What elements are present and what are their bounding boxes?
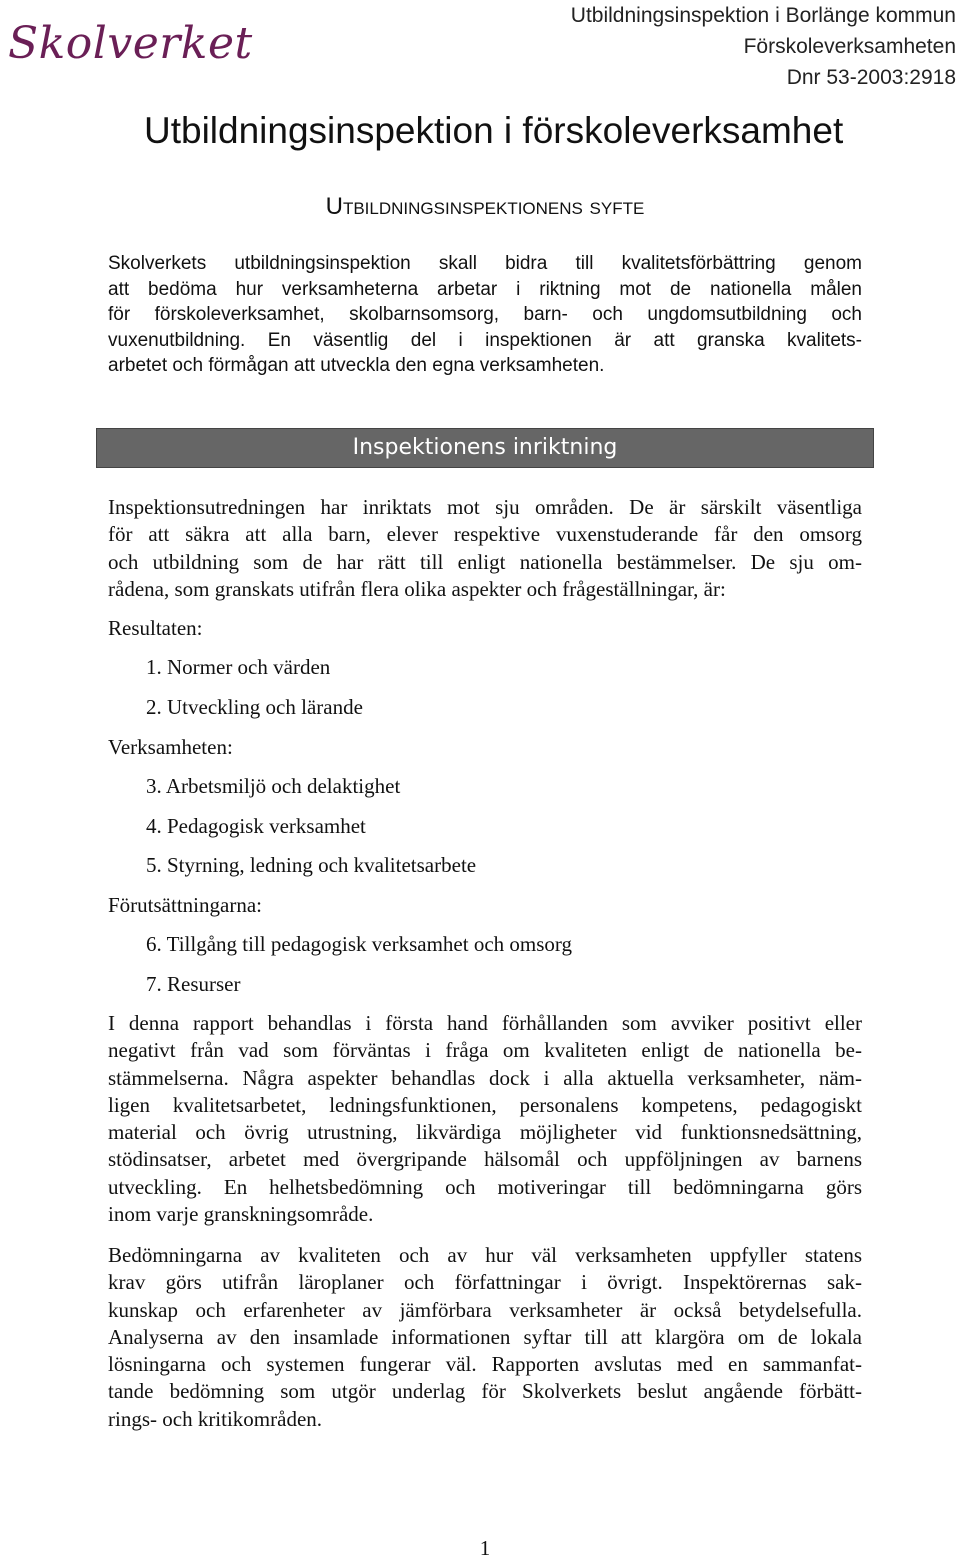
document-meta <box>571 0 956 93</box>
paragraph-line: lösningarna och systemen fungerar väl. Rapporten avslutas med en sammanfat- <box>108 1352 862 1377</box>
paragraph-line: Analyserna av den insamlade informationen syftar till att klargöra om de lokala <box>108 1324 862 1349</box>
section-banner: Inspektionens inriktning <box>96 428 874 468</box>
paragraph-line: material och övrig utrustning, likvärdiga möjligheter vid funktionsnedsättning, <box>108 1120 862 1145</box>
skolverket-logo: Skolverket <box>8 18 253 69</box>
section-title: Utbildningsinspektionens syfte <box>325 193 645 220</box>
assessment-paragraph <box>108 1242 862 1433</box>
meta-line-reference: Dnr 53-2003:2918 <box>786 66 956 89</box>
paragraph-line: I denna rapport behandlas i första hand förhållanden som avviker positivt eller <box>108 1011 862 1035</box>
paragraph-line: utveckling. En helhetsbedömning och motiveringar till bedömningarna görs <box>108 1174 862 1199</box>
list-item: 7. Resurser <box>146 972 241 996</box>
paragraph-line: kunskap och erfarenheter av jämförbara verksamheter är också betydelsefulla. <box>108 1297 862 1322</box>
intro-line: vuxenutbildning. En väsentlig del i inspektionen är att granska kvalitets- <box>108 329 862 351</box>
meta-line-inspection: Utbildningsinspektion i Borlänge kommun <box>570 4 956 27</box>
intro-line: arbetet och förmågan att utveckla den egna verksamheten. <box>108 355 605 376</box>
list-item: 4. Pedagogisk verksamhet <box>146 814 366 838</box>
paragraph-line: Bedömningarna av kvaliteten och av hur väl verksamheten uppfyller statens <box>108 1243 862 1267</box>
intro-line: för förskoleverksamhet, skolbarnsomsorg, barn- och ungdomsutbildning och <box>108 304 862 325</box>
group-label-results: Resultaten: <box>108 616 203 640</box>
group-label-conditions: Förutsättningarna: <box>108 893 262 917</box>
list-item: 2. Utveckling och lärande <box>146 695 363 719</box>
paragraph-line: stödinsatser, arbetet med övergripande hälsomål och uppföljningen av barnens <box>108 1147 862 1172</box>
group-label-operations: Verksamheten: <box>108 735 233 759</box>
list-item: 6. Tillgång till pedagogisk verksamhet och omsorg <box>146 932 573 956</box>
intro-line: att bedöma hur verksamheterna arbetar i riktning mot de nationella målen <box>108 278 862 300</box>
paragraph-line: inom varje granskningsområde. <box>108 1202 374 1227</box>
areas-intro-paragraph <box>108 494 862 603</box>
paragraph-line: och utbildning som de har rätt till enligt nationella bestämmelser. De sju om- <box>108 549 862 574</box>
paragraph-line: ligen kvalitetsarbetet, ledningsfunktionen, personalens kompetens, pedagogiskt <box>108 1092 862 1117</box>
intro-line: Skolverkets utbildningsinspektion skall bidra till kvalitetsförbättring genom <box>108 253 862 274</box>
paragraph-line: stämmelserna. Några aspekter behandlas dock i alla aktuella verksamheter, näm- <box>108 1065 862 1090</box>
intro-paragraph <box>108 251 862 379</box>
list-item: 5. Styrning, ledning och kvalitetsarbete <box>146 853 477 877</box>
paragraph-line: rådena, som granskats utifrån flera olika aspekter och frågeställningar, är: <box>108 576 726 601</box>
paragraph-line: för att säkra att alla barn, elever respektive vuxenstuderande får den omsorg <box>108 522 862 547</box>
paragraph-line: Inspektionsutredningen har inriktats mot sju områden. De är särskilt väsentliga <box>108 495 862 519</box>
meta-line-area: Förskoleverksamheten <box>743 35 956 58</box>
document-title: Utbildningsinspektion i förskoleverksamhet <box>144 110 844 151</box>
list-item: 3. Arbetsmiljö och delaktighet <box>146 774 401 798</box>
report-scope-paragraph <box>108 1010 862 1228</box>
paragraph-line: rings- och kritikområden. <box>108 1406 323 1431</box>
paragraph-line: negativt från vad som förväntas i fråga om kvaliteten enligt de nationella be- <box>108 1038 862 1063</box>
page-number: 1 <box>479 1536 491 1560</box>
paragraph-line: tande bedömning som utgör underlag för Skolverkets beslut angående förbätt- <box>108 1379 862 1404</box>
list-item: 1. Normer och värden <box>146 655 331 679</box>
paragraph-line: krav görs utifrån läroplaner och författningar i övrigt. Inspektörernas sak- <box>108 1270 862 1295</box>
